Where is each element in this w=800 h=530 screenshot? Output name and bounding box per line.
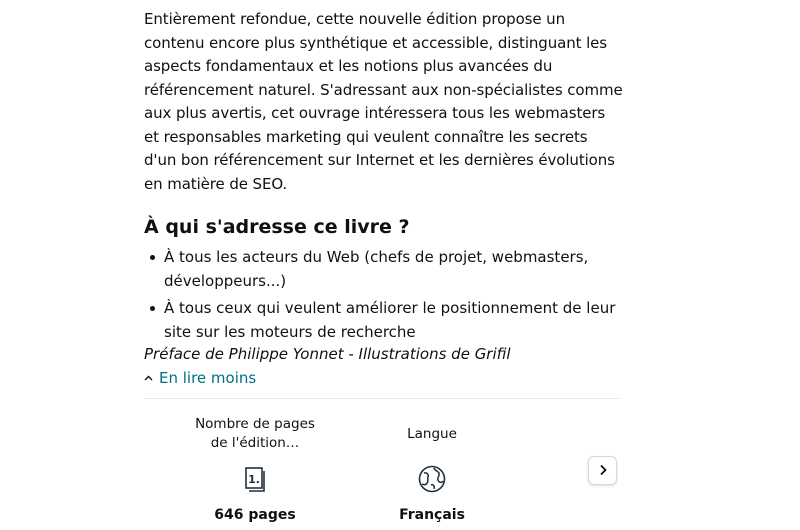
- attribute-language: [362, 414, 502, 524]
- read-less-label: En lire moins: [159, 369, 257, 387]
- description-text: Entièrement refondue, cette nouvelle édition propose un contenu encore plus synthétique et accessible, distinguant les aspects fondamentaux et les notions plus avancées du référencement naturel. S'adressant aux non-spécialistes comme aux plus avertis, cet ouvrage intéressera tous les webmasters et responsables marketing qui veulent connaître les secrets d'un bon référencement sur Internet et les dernières évolutions en matière de SEO.: [144, 10, 623, 193]
- globe-icon: [362, 464, 502, 494]
- preface-text: Préface de Philippe Yonnet - Illustrations de Grifil: [144, 345, 511, 363]
- read-less-link[interactable]: [144, 367, 256, 389]
- audience-list: [144, 246, 624, 344]
- audience-heading: À qui s'adresse ce livre ?: [144, 216, 410, 238]
- chevron-right-icon: [599, 461, 607, 480]
- attribute-page-count: [185, 414, 325, 524]
- list-item: À tous les acteurs du Web (chefs de projet, webmasters, développeurs...): [164, 246, 624, 293]
- list-item: À tous ceux qui veulent améliorer le positionnement de leur site sur les moteurs de recherche: [164, 297, 624, 344]
- svg-text:1.: 1.: [248, 473, 260, 486]
- chevron-up-icon: [144, 367, 153, 389]
- carousel-next-button[interactable]: [588, 456, 617, 485]
- attribute-value: Français: [399, 507, 465, 523]
- product-description: [144, 0, 624, 389]
- book-pages-icon: [185, 464, 325, 494]
- attribute-label: Langue: [407, 425, 457, 442]
- attribute-label: Nombre de pages de l'édition…: [195, 416, 315, 451]
- section-divider: [144, 398, 620, 399]
- attribute-value: 646 pages: [214, 507, 296, 523]
